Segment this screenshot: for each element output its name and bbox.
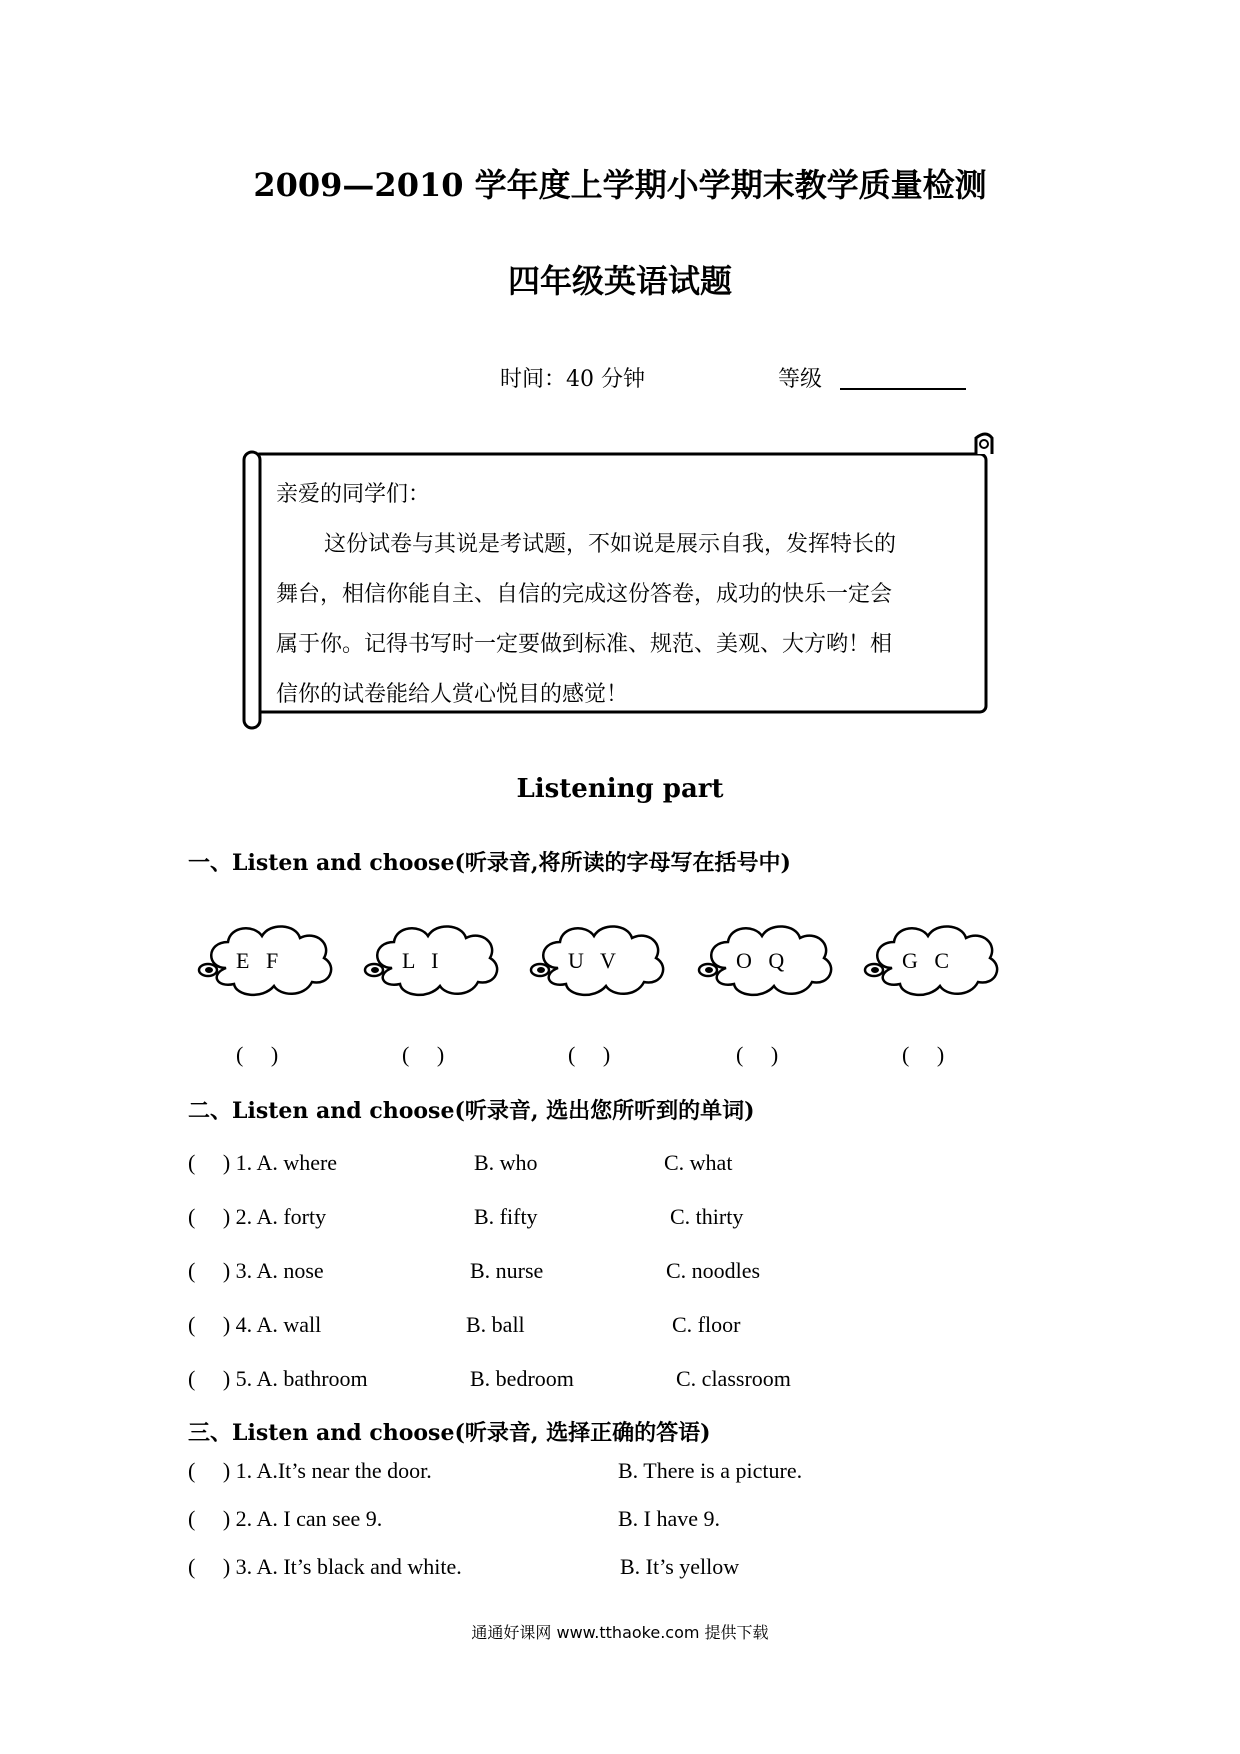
cloud-letters: L I: [402, 948, 439, 973]
question-option-a[interactable]: ( ) 2. A. I can see 9.: [188, 1506, 383, 1531]
exam-title: 2009—2010 学年度上学期小学期末教学质量检测: [253, 166, 987, 204]
question-option-a[interactable]: ( ) 1. A. where: [188, 1150, 338, 1175]
question-option-a[interactable]: ( ) 4. A. wall: [188, 1312, 322, 1337]
question-option-b[interactable]: B. ball: [466, 1312, 525, 1337]
question-option-b[interactable]: B. bedroom: [470, 1366, 574, 1391]
section-1-heading: 一、Listen and choose(听录音,将所读的字母写在括号中): [188, 850, 791, 876]
question-row: [0, 1258, 1240, 1288]
cloud-letters: G C: [902, 948, 950, 973]
question-option-a[interactable]: ( ) 2. A. forty: [188, 1204, 327, 1229]
grade-label: 等级: [778, 367, 823, 392]
question-option-b[interactable]: B. nurse: [470, 1258, 544, 1283]
question-option-b[interactable]: B. It’s yellow: [620, 1554, 740, 1579]
grade-blank-line: [840, 368, 966, 390]
question-row: [0, 1458, 1240, 1488]
question-option-a[interactable]: ( ) 3. A. It’s black and white.: [188, 1554, 462, 1579]
question-option-a[interactable]: ( ) 3. A. nose: [188, 1258, 324, 1283]
question-option-c[interactable]: C. noodles: [666, 1258, 761, 1283]
question-row: [0, 1312, 1240, 1342]
intro-line-4: 信你的试卷能给人赏心悦目的感觉！: [276, 682, 629, 707]
section-2-heading: 二、Listen and choose(听录音, 选出您所听到的单词): [188, 1098, 755, 1124]
listening-part-title: Listening part: [516, 774, 724, 804]
cloud-letters: E F: [236, 948, 279, 973]
question-option-c[interactable]: C. floor: [672, 1312, 741, 1337]
cloud-letters: O Q: [736, 948, 785, 973]
question-option-b[interactable]: B. fifty: [474, 1204, 538, 1229]
question-option-b[interactable]: B. I have 9.: [618, 1506, 721, 1531]
cloud-letters: U V: [568, 948, 616, 973]
question-option-b[interactable]: B. There is a picture.: [618, 1458, 803, 1483]
question-option-b[interactable]: B. who: [474, 1150, 538, 1175]
footer-credit: 通通好课网 www.tthaoke.com 提供下载: [471, 1623, 769, 1642]
intro-line-3: 属于你。记得书写时一定要做到标准、规范、美观、大方哟！相: [276, 632, 893, 657]
question-row: [0, 1554, 1240, 1584]
section-3-heading: 三、Listen and choose(听录音, 选择正确的答语): [188, 1420, 711, 1446]
answer-parentheses[interactable]: ( ): [402, 1042, 445, 1067]
question-row: [0, 1150, 1240, 1180]
question-row: [0, 1366, 1240, 1396]
question-option-c[interactable]: C. classroom: [676, 1366, 791, 1391]
question-row: [0, 1506, 1240, 1536]
intro-greeting: 亲爱的同学们：: [276, 482, 431, 507]
answer-parentheses[interactable]: ( ): [902, 1042, 945, 1067]
answer-parentheses[interactable]: ( ): [236, 1042, 279, 1067]
question-option-a[interactable]: ( ) 5. A. bathroom: [188, 1366, 368, 1391]
grade-field: [778, 362, 966, 393]
intro-line-2: 舞台，相信你能自主、自信的完成这份答卷，成功的快乐一定会: [276, 582, 893, 607]
question-option-c[interactable]: C. what: [664, 1150, 733, 1175]
exam-subtitle: 四年级英语试题: [507, 262, 732, 300]
answer-parentheses[interactable]: ( ): [736, 1042, 779, 1067]
question-row: [0, 1204, 1240, 1234]
time-label: 时间：40 分钟: [500, 367, 645, 392]
intro-line-1: 这份试卷与其说是考试题，不如说是展示自我，发挥特长的: [324, 532, 897, 557]
answer-parentheses[interactable]: ( ): [568, 1042, 611, 1067]
question-option-a[interactable]: ( ) 1. A.It’s near the door.: [188, 1458, 432, 1483]
question-option-c[interactable]: C. thirty: [670, 1204, 744, 1229]
